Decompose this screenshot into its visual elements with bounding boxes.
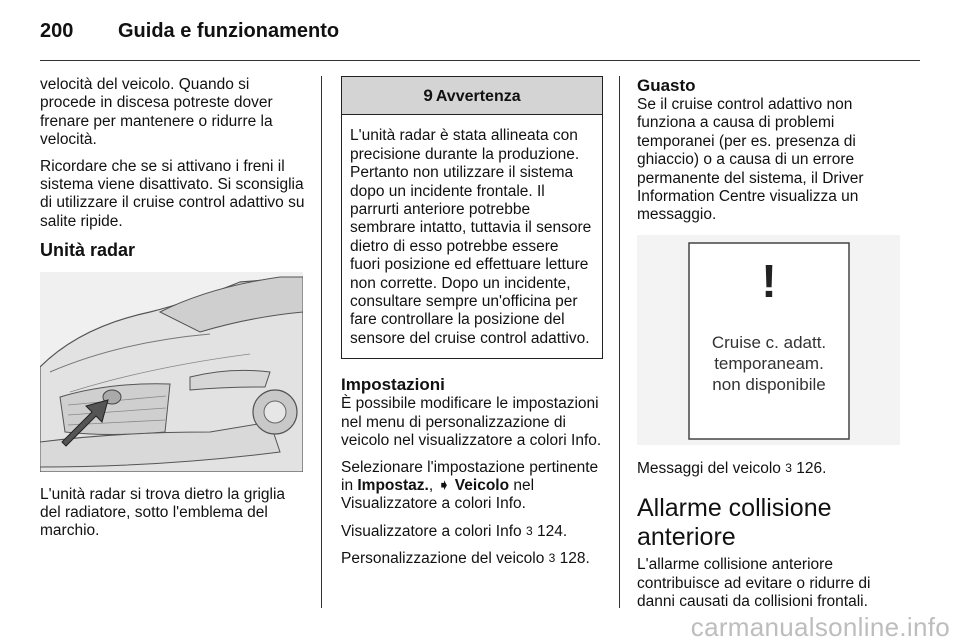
warning-box [341,76,603,359]
page-ref-icon: 3 [785,460,792,475]
paragraph-speed: velocità del veicolo. Quando si procede in discesa potreste dover frenare per mantenere o ridurre la velocità. [40,76,273,149]
menu-path-separator: , [428,476,438,494]
column-right [637,76,905,619]
heading-settings: Impostazioni [341,375,445,395]
paragraph-settings-menu: È possibile modificare le impostazioni nel menu di personalizzazione di veicolo nel visualizzatore a colori Info. [341,395,602,450]
select-setting-suffix: nel Visualizzatore a colori Info. [341,476,535,513]
page-header [40,14,920,54]
arrow-right-icon: ➧ [437,476,451,494]
reference-vehicle-messages [637,459,905,478]
warning-title: Avvertenza [435,88,521,105]
page-ref-icon: 3 [548,551,556,566]
page-title: Guida e funzionamento [118,20,340,42]
reference-info-display [341,522,603,541]
display-message-line-1: Cruise c. adatt. [711,332,827,352]
paragraph-select-setting [341,459,603,514]
reference-personalisation-page: 128. [559,550,590,568]
heading-fault: Guasto [637,76,696,95]
display-message-line-2: temporaneam. [714,353,824,373]
reference-info-display-text: Visualizzatore a colori Info [341,522,526,540]
column-divider-1 [321,76,322,608]
watermark: carmanualsonline.info [690,612,950,642]
paragraph-fault: Se il cruise control adattivo non funziona a causa di problemi temporanei (per es. presenza di ghiaccio) o a causa di un errore permanente del sistema, il Driver Information Centre visualizza un messaggio. [637,96,864,224]
menu-path-settings: Impostaz. [357,476,429,494]
reference-personalisation [341,549,603,568]
column-left [40,76,305,549]
heading-radar-unit: Unità radar [40,240,136,261]
select-setting-text: Selezionare l'impostazione pertinente in [341,458,599,494]
paragraph-brakes: Ricordare che se si attivano i freni il sistema viene disattivato. Si sconsiglia di utilizzare il cruise control adattivo su salite ripide. [40,157,305,230]
warning-icon: 9 [423,86,433,105]
radar-unit-illustration [40,272,303,472]
paragraph-forward-collision: L'allarme collisione anteriore contribuisce ad evitare o ridurre di danni causati da collisioni frontali. [637,556,871,611]
page-ref-icon: 3 [525,523,533,538]
display-message-line-3: non disponibile [712,374,826,394]
page-number: 200 [40,20,74,42]
reference-vehicle-messages-text: Messaggi del veicolo [637,459,786,477]
radar-caption: L'unità radar si trova dietro la griglia del radiatore, sotto l'emblema del marchio. [40,485,286,540]
warning-header [342,77,602,115]
reference-vehicle-messages-page: 126. [796,459,827,477]
reference-info-display-page: 124. [536,522,568,540]
column-divider-2 [619,76,620,608]
column-middle [341,76,603,577]
warning-exclamation-icon: ! [761,254,777,307]
menu-path-vehicle: Veicolo [454,476,510,494]
header-rule [40,60,920,61]
heading-forward-collision-alert: Allarme collisione anteriore [637,494,832,552]
reference-personalisation-text: Personalizzazione del veicolo [341,550,549,568]
driver-info-display-illustration [637,235,900,445]
warning-text: L'unità radar è stata allineata con precisione durante la produzione. Pertanto non utilizzare il sistema dopo un incidente frontale. Il parrurti anteriore potrebbe sembrare intatto, tuttavia il sensore dietro di esso potrebbe essere fuori posizione ed effettuare letture non corrette. Dopo un incidente, consultare sempre un'officina per fare controllare la posizione del sensore del cruise control adattivo. [350,127,592,347]
